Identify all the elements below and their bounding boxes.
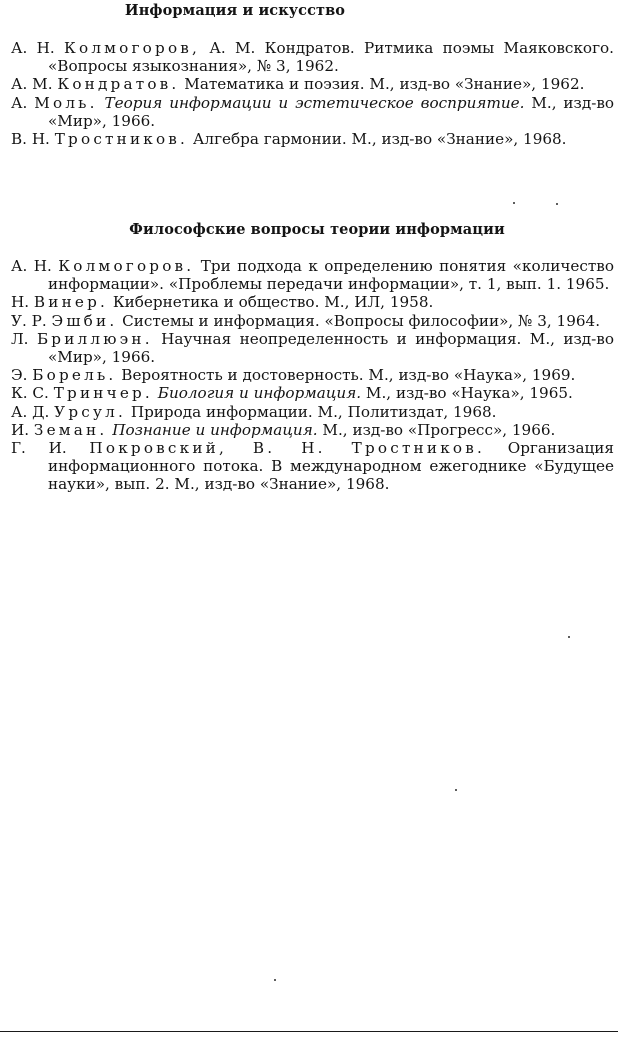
reference-item xyxy=(11,366,614,384)
author-name: Борель. xyxy=(32,366,117,385)
author-name: Бриллюэн. xyxy=(36,329,153,348)
reference-item xyxy=(11,130,614,148)
author-initials: А. М. xyxy=(11,75,53,94)
reference-item xyxy=(11,257,614,293)
author-name: Моль. xyxy=(34,93,98,112)
reference-item xyxy=(11,94,614,130)
reference-item xyxy=(11,421,614,439)
author-name: Тростников. xyxy=(54,130,189,149)
reference-item xyxy=(11,403,614,421)
reference-item xyxy=(11,293,614,311)
reference-item xyxy=(11,439,614,494)
reference-item xyxy=(11,384,614,402)
author-initials: А. Н. xyxy=(11,39,55,57)
author-initials: Л. xyxy=(11,329,29,348)
author-name: Колмогоров. xyxy=(58,257,195,275)
reference-text: М., изд-во «Мир», 1966. xyxy=(48,93,615,130)
section-title: Философские вопросы теории информации xyxy=(129,221,505,238)
reference-text: Кибернетика и общество. М., ИЛ, 1958. xyxy=(108,293,434,312)
reference-text: Три подхода к определению понятия «количество информации». «Проблемы передачи информации», т. 1, вып. 1. 1965. xyxy=(48,257,614,294)
author-initials: Н. xyxy=(11,293,30,312)
work-title: Биология и информация. xyxy=(152,384,362,403)
author-name: Эшби. xyxy=(51,311,118,330)
author-initials: А. xyxy=(11,93,28,112)
work-title: Теория информации и эстетическое восприятие. xyxy=(97,93,525,112)
author-name: Земан. xyxy=(33,420,108,439)
author-initials: Э. xyxy=(11,366,28,385)
reference-text: Математика и поэзия. М., изд-во «Знание», 1962. xyxy=(179,75,585,94)
author-name: Покровский, В. Н. Тростников. xyxy=(89,439,486,458)
print-speck xyxy=(556,203,558,205)
work-title: Познание и информация. xyxy=(107,420,318,439)
author-name: Винер. xyxy=(33,293,109,312)
author-name: Колмогоров, xyxy=(64,39,201,57)
author-name: Тринчер. xyxy=(53,384,153,403)
print-speck xyxy=(455,789,457,791)
reference-list xyxy=(11,39,614,148)
reference-text: А. М. Кондратов. Ритмика поэмы Маяковского. «Вопросы языкознания», № 3, 1962. xyxy=(48,39,615,76)
section-title: Информация и искусство xyxy=(124,2,346,19)
author-initials: Г. И. xyxy=(11,439,67,458)
author-initials: У. Р. xyxy=(11,311,47,330)
reference-text: М., изд-во «Прогресс», 1966. xyxy=(317,420,556,439)
reference-item xyxy=(11,330,614,366)
reference-text: Организация информационного потока. В международном ежегоднике «Будущее науки», вып. 2. М., изд-во «Знание», 1968. xyxy=(48,439,614,494)
reference-text: Системы и информация. «Вопросы философии», № 3, 1964. xyxy=(117,311,601,330)
author-initials: А. Д. xyxy=(11,402,50,421)
author-initials: К. С. xyxy=(11,384,49,403)
print-speck xyxy=(274,979,276,981)
reference-text: Вероятность и достоверность. М., изд-во «Наука», 1969. xyxy=(116,366,576,385)
reference-text: Природа информации. М., Политиздат, 1968. xyxy=(126,402,497,421)
reference-item xyxy=(11,312,614,330)
author-initials: А. Н. xyxy=(11,257,52,275)
author-name: Кондратов. xyxy=(57,75,180,94)
reference-item xyxy=(11,75,614,93)
print-speck xyxy=(568,636,570,638)
author-initials: В. Н. xyxy=(11,130,50,149)
reference-list xyxy=(11,257,614,494)
reference-text: Алгебра гармонии. М., изд-во «Знание», 1968. xyxy=(188,130,567,149)
reference-text: Научная неопределенность и информация. М., изд-во «Мир», 1966. xyxy=(48,329,614,367)
page-bottom-rule xyxy=(0,1031,618,1032)
author-initials: И. xyxy=(11,420,30,439)
reference-item xyxy=(11,39,614,75)
print-speck xyxy=(513,202,515,204)
author-name: Урсул. xyxy=(54,402,126,421)
reference-text: М., изд-во «Наука», 1965. xyxy=(361,384,573,403)
